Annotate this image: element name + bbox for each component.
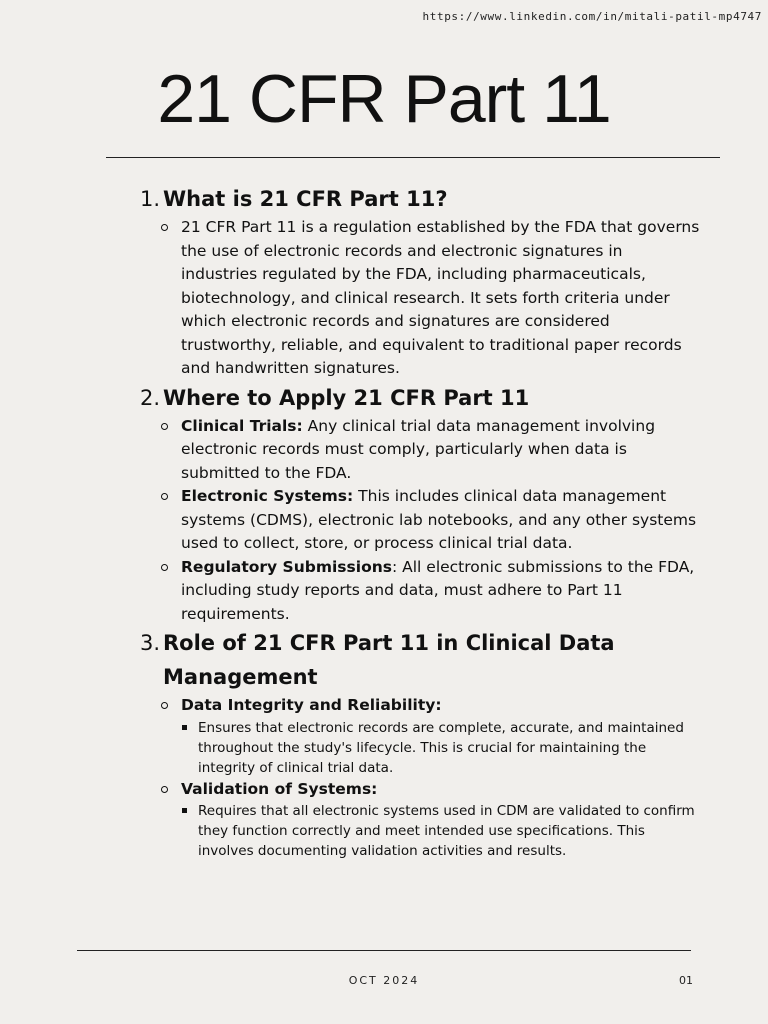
page-title: 21 CFR Part 11 — [157, 61, 611, 137]
bullet-list — [140, 415, 700, 627]
page-number: 01 — [679, 974, 693, 987]
section-number: 1. — [140, 187, 161, 211]
list-item — [140, 415, 700, 486]
item-label: Data Integrity and Reliability: — [181, 696, 442, 714]
document-body — [140, 182, 700, 861]
sub-bullet-list — [181, 801, 700, 861]
section-title: Role of 21 CFR Part 11 in Clinical Data Management — [163, 631, 615, 689]
list-item — [140, 778, 700, 862]
sub-bullet-list — [181, 718, 700, 778]
section-role-in-cdm — [140, 626, 700, 861]
item-label: Clinical Trials: — [181, 416, 303, 435]
item-text: : All electronic submissions to the FDA, including study reports and data, must adhere to Part 11 requirements. — [181, 557, 695, 623]
item-text: Any clinical trial data management involving electronic records must comply, particularly when data is submitted to the FDA. — [181, 416, 656, 482]
section-title: What is 21 CFR Part 11? — [163, 187, 448, 211]
section-where-to-apply — [140, 381, 700, 627]
list-item — [140, 485, 700, 556]
list-item — [140, 556, 700, 627]
item-text: This includes clinical data management systems (CDMS), electronic lab notebooks, and any other systems used to collect, store, or process clinical trial data. — [181, 487, 697, 552]
section-heading — [140, 182, 700, 216]
section-title: Where to Apply 21 CFR Part 11 — [163, 385, 530, 410]
section-number: 2. — [140, 385, 161, 410]
top-divider — [106, 157, 720, 158]
list-item — [140, 216, 700, 381]
item-label: Electronic Systems: — [181, 487, 354, 505]
section-number: 3. — [140, 631, 161, 655]
footer-date: OCT 2024 — [348, 974, 420, 987]
section-what-is — [140, 182, 700, 381]
section-heading — [140, 381, 700, 415]
bullet-list — [140, 216, 700, 381]
item-label: Regulatory Submissions — [181, 557, 392, 576]
sub-list-item: Requires that all electronic systems used in CDM are validated to confirm they function correctly and meet intended use specifications. This involves documenting validation activities and results. — [181, 801, 700, 861]
item-label: Validation of Systems: — [181, 779, 378, 798]
linkedin-url[interactable]: https://www.linkedin.com/in/mitali-patil-mp4747 — [422, 10, 762, 23]
list-item — [140, 694, 700, 778]
item-text: 21 CFR Part 11 is a regulation established by the FDA that governs the use of electronic records and electronic signatures in industries regulated by the FDA, including pharmaceuticals, biotechnology, and clinical research. It sets forth criteria under which electronic records and signatures are considered trustworthy, reliable, and equivalent to traditional paper records and handwritten signatures. — [181, 218, 700, 377]
bottom-divider — [77, 950, 691, 951]
sub-list-item: Ensures that electronic records are complete, accurate, and maintained throughout the study's lifecycle. This is crucial for maintaining the integrity of clinical trial data. — [181, 718, 700, 778]
section-heading — [140, 626, 700, 694]
bullet-list — [140, 694, 700, 861]
